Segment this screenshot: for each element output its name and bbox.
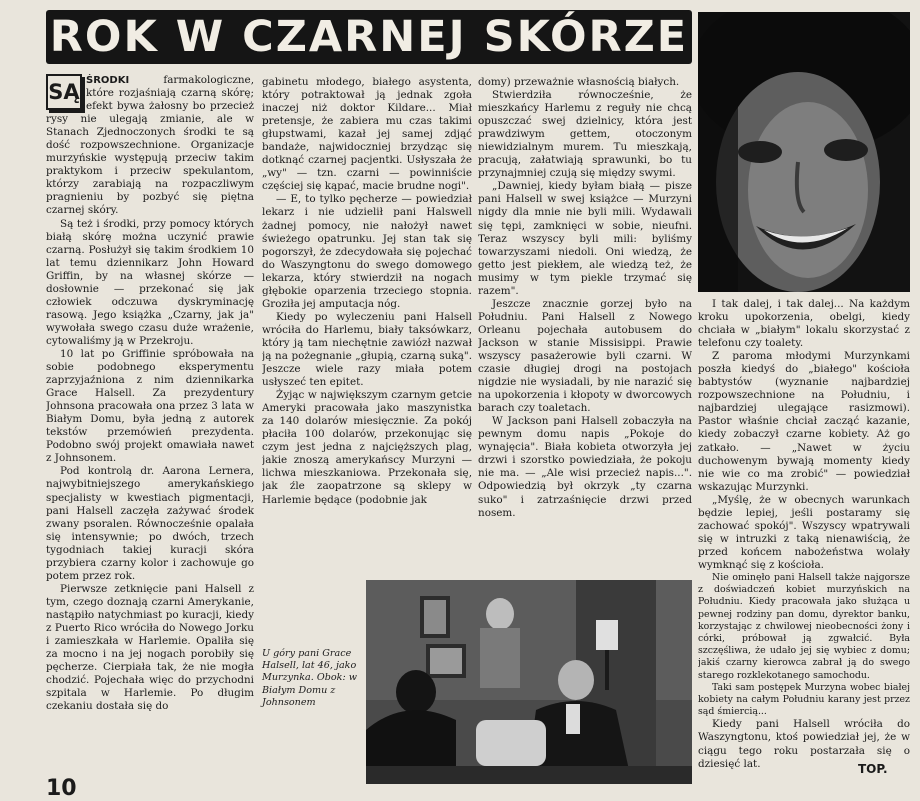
headline: ROK W CZARNEJ SKÓRZE <box>46 10 692 64</box>
dropcap: SĄ <box>46 74 82 110</box>
author-signature: TOP. <box>858 762 888 776</box>
white-house-illustration <box>366 580 692 784</box>
paragraph: Jeszcze znacznie gorzej było na Południu. Pani Halsell z Nowego Orleanu pojechała autobusem do Jackson w stanie Missisippi. Prawie wszyscy pasażerowie byli czarni. W czasie długiej drogi na postojach nigdzie nie wysiadali, by nie narazić się na upokorzenia i kłopoty w dworcowych barach czy toaletach. <box>478 297 692 415</box>
paragraph: — E, to tylko pęcherze — powiedział lekarz i nie udzielił pani Halswell żadnej pomocy, nie nałożył nawet świeżego opatrunku. Jej stan tak się pogorszył, że zdecydowała się pojechać do Waszyngtonu do swego domowego lekarza, który stwierdził na nogach głębokie oparzenia trzeciego stopnia. Groziła jej amputacja nóg. <box>262 193 472 310</box>
lead-text: farmakologiczne, które rozjaśniają czarną skórę; efekt bywa żałosny bo przecież rysy nie ulegają zmianie, ale w Stanach Zjednoczonych środki te są dość rozpowszechnione. Organizacje murzyńskie występują przeciw takim praktykom i przeciw spekulantom, którzy zarabiają na rozpaczliwym pragnieniu by pozbyć się piętna czarnej skóry. <box>46 74 254 217</box>
portrait-illustration <box>698 12 910 292</box>
column-4 <box>698 298 910 778</box>
paragraph: Żyjąc w największym czarnym getcie Ameryki pracowała jako maszynistka za 140 dolarów miesięcznie. Za pokój płaciła 100 dolarów, przekonując się czym jest jedna z najcięższych plag, jakie znoszą amerykańscy Murzyni — lichwa mieszkaniowa. Przekonała się, jak źle zaopatrzone są sklepy w Harlemie będące (podobnie jak <box>262 389 472 506</box>
page-number: 10 <box>46 776 77 801</box>
paragraph: domy) przeważnie własnością białych. <box>478 76 680 88</box>
paragraph: Pierwsze zetknięcie pani Halsell z tym, czego doznają czarni Amerykanie, nastąpiło natychmiast po kuracji, kiedy z Puerto Rico wróciła do Nowego Jorku i zamieszkała w Harlemie. Opaliła się za mocno i na jej nogach porobiły się pęcherze. Cierpiała tak, że nie mogła chodzić. Pojechała więc do przychodni szpitala w Harlemie. Po długim czekaniu dostała się do <box>46 582 254 713</box>
paragraph: „Myślę, że w obecnych warunkach będzie lepiej, jeśli postaramy się zachować spokój". Wszyscy wpatrywali się w intruzki z taką nienawiścią, że przed końcem nabożeństwa wolały wymknąć się z kościoła. <box>698 493 910 571</box>
column-1 <box>46 74 254 786</box>
paragraph: „Dawniej, kiedy byłam białą — pisze pani Halsell w swej książce — Murzyni nigdy dla mnie nie byli mili. Wydawali się tępi, zamknięci w sobie, nieufni. Teraz wszyscy byli mili: byliśmy towarzyszami niedoli. Oni wiedzą, że getto jest piekłem, ale wiedzą też, że musimy w tym piekle trzymać się razem". <box>478 180 692 297</box>
paragraph: Kiedy po wyleczeniu pani Halsell wróciła do Harlemu, biały taksówkarz, który ją tam niechętnie zawiózł nazwał ją na pożegnanie „głupią, czarną suką". Jeszcze wiele razy miała potem usłyszeć ten epitet. <box>262 310 472 389</box>
small-paragraph: Nie ominęło pani Halsell także najgorsze z doświadczeń kobiet murzyńskich na Południu. Kiedy pracowała jako służąca u pewnej rodziny pan domu, dyrektor banku, korzystając z chwilowej nieobecności żony i córki, próbował ją zgwałcić. Była szczęśliwa, że udało jej się wybiec z domu; jakiś czarny kierowca zabrał ją do swego starego rozklekotanego samochodu. <box>698 571 910 681</box>
portrait-photo <box>698 12 910 292</box>
lead-paragraph <box>46 74 254 218</box>
paragraph: Pod kontrolą dr. Aarona Lernera, najwybitniejszego amerykańskiego specjalisty w kwestiach pigmentacji, pani Halsell zaczęła zażywać środek zwany psoralen. Równocześnie opalała się intensywnie; po dwóch, trzech tygodniach takiej kuracji skóra przybiera czarny kolor i zachowuje go potem przez rok. <box>46 465 254 582</box>
column-3 <box>478 76 692 568</box>
paragraph: Kiedy pani Halsell wróciła do Waszyngtonu, ktoś powiedział jej, że w ciągu tego roku postarzała się o dziesięć lat. <box>698 718 910 770</box>
paragraph: Z paroma młodymi Murzynkami poszła kiedyś do „białego" kościoła babtystów (wyznanie najbardziej rozpowszechnione na Południu, i najbardziej ulegające rasizmowi). Pastor właśnie chciał zacząć kazanie, kiedy zobaczył czarne kobiety. Aż go zatkało. — „Nawet w życiu duchowenym bywają momenty kiedy nie wie co ma zrobić" — powiedział wskazując Murzynki. <box>698 350 910 493</box>
small-paragraph: Taki sam postępek Murzyna wobec białej kobiety na całym Południu karany jest przez sąd śmiercią... <box>698 681 910 718</box>
paragraph: I tak dalej, i tak dalej... Na każdym kroku upokorzenia, obelgi, kiedy chciała w „białym" lokalu skorzystać z telefonu czy toalety. <box>698 298 910 350</box>
white-house-photo <box>366 580 692 784</box>
paragraph: Są też i środki, przy pomocy których białą skórę można uczynić prawie czarną. Posłużył się takim środkiem 10 lat temu dziennikarz John Howard Griffin, by na własnej skórze — dosłownie — przekonać się jak człowiek odczuwa dyskryminację rasową. Jego książka „Czarny, jak ja" wywołała swego czasu duże wrażenie, cytowaliśmy ją w Przekroju. <box>46 217 254 347</box>
paragraph: W Jackson pani Halsell zobaczyła na pewnym domu napis „Pokoje do wynajęcia". Biała kobieta otworzyła jej drzwi i szorstko powiedziała, że pokoju nie ma. — „Ale wisi przecież napis...". Odpowiedzią był okrzyk „ty czarna suko" i zatrzaśnięcie drzwi przed nosem. <box>478 415 692 519</box>
paragraph: 10 lat po Griffinie spróbowała na sobie podobnego eksperymentu zaprzyjaźniona z nim dziennikarka Grace Halsell. Za prezydentury Johnsona pracowała ona przez 3 lata w Białym Domu, była jedną z autorek tekstów przemówień prezydenta. Podobno swój projekt omawiała nawet z Johnsonem. <box>46 347 254 465</box>
paragraph: gabinetu młodego, białego asystenta, który potraktował ją jednak zgoła inaczej niż doktor Kildare... Miał pretensje, że zabiera mu czas takimi głupstwami, kazał jej samej zdjąć bandaże, najwidoczniej brzydząc się dotknąć czarnej pacjentki. Usłyszała że „wy" — tzn. czarni — powinniście częściej się kąpać, macie brudne nogi". <box>262 76 472 193</box>
column-2 <box>262 76 472 568</box>
photo-caption: U góry pani Grace Halsell, lat 46, jako Murzynka. Obok: w Białym Domu z Johnsonem <box>262 648 357 708</box>
lead-word: ŚRODKI <box>86 75 130 86</box>
paragraph: Stwierdziła równocześnie, że mieszkańcy Harlemu z reguły nie chcą opuszczać swej dzielnicy, która jest prawdziwym gettem, otoczonym niewidzialnym murem. Tu mieszkają, pracują, załatwiają sprawunki, bo tu przynajmniej czują się między swymi. <box>478 89 692 180</box>
